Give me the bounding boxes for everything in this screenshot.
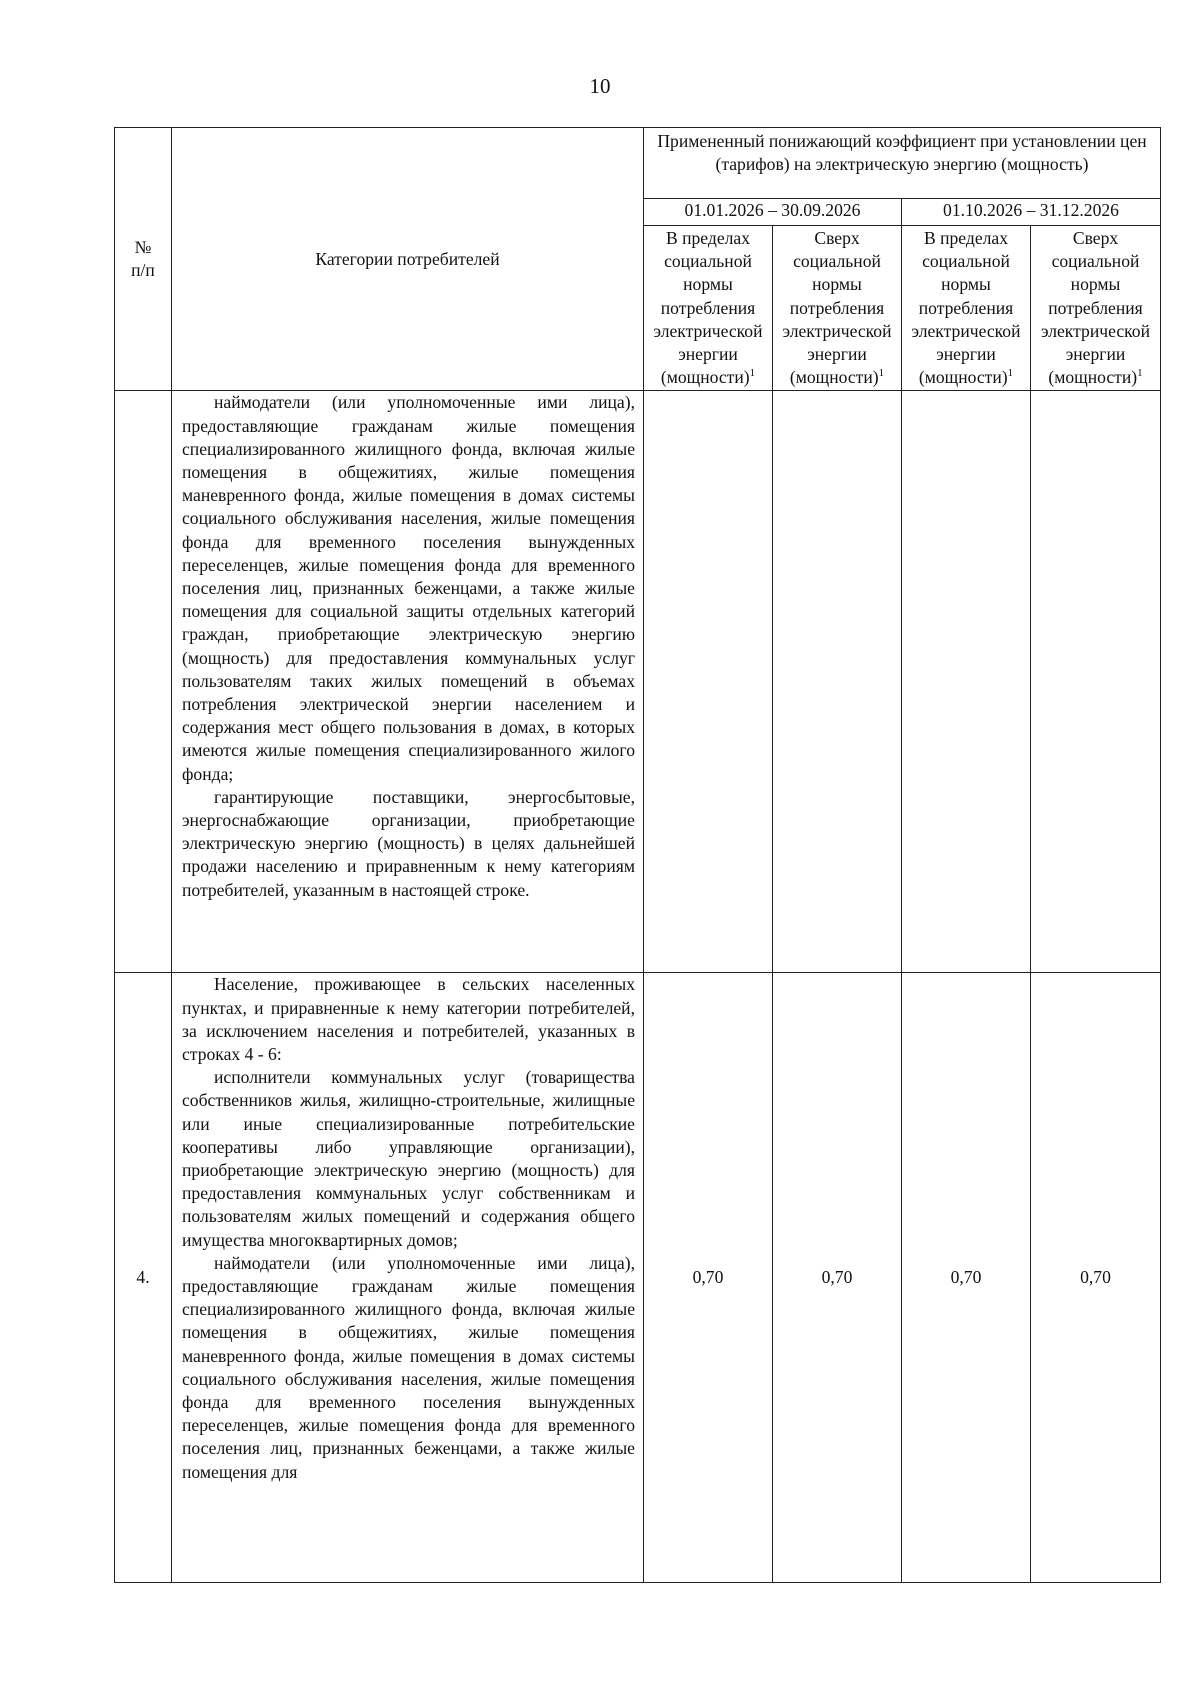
value-cell — [644, 391, 773, 973]
value-cell: 0,70 — [644, 973, 773, 1583]
category-text — [172, 391, 644, 973]
value-cell: 0,70 — [1031, 973, 1161, 1583]
category-paragraph: Население, проживающее в сельских населенных пунктах, и приравненные к нему категории потребителей, за исключением населения и потребителей, указанных в строках 4 - 6: — [182, 974, 635, 1065]
row-number: 4. — [115, 973, 172, 1583]
footnote-mark: 1 — [1007, 367, 1014, 380]
value-cell: 0,70 — [773, 973, 902, 1583]
value-cell — [1031, 391, 1161, 973]
page-number: 10 — [589, 74, 611, 98]
row-number — [115, 391, 172, 973]
footnote-mark: 1 — [878, 367, 885, 380]
header-coefficient: Примененный понижающий коэффициент при установлении цен (тарифов) на электрическую энергию (мощность) — [644, 128, 1161, 199]
tariff-coefficient-table — [114, 127, 1161, 1583]
category-paragraph: исполнители коммунальных услуг (товарищества собственников жилья, жилищно-строительные, жилищные или иные специализированные потребительские кооперативы либо управляющие организации), приобретающие электрическую энергию (мощность) для предоставления коммунальных услуг собственникам и пользователям жилых помещений и содержания общего имущества многоквартирных домов; — [182, 1067, 635, 1250]
value-cell: 0,70 — [902, 973, 1031, 1583]
footnote-mark: 1 — [749, 367, 756, 380]
category-paragraph: наймодатели (или уполномоченные ими лица), предоставляющие гражданам жилые помещения специализированного жилищного фонда, включая жилые помещения в общежитиях, жилые помещения маневренного фонда, жилые помещения в домах системы социального обслуживания населения, жилые помещения фонда для временного поселения вынужденных переселенцев, жилые помещения фонда для временного поселения лиц, признанных беженцами, а также жилые помещения для — [182, 1252, 635, 1482]
table-row — [115, 391, 1161, 973]
header-category: Категории потребителей — [172, 128, 644, 391]
category-paragraph: наймодатели (или уполномоченные ими лица), предоставляющие гражданам жилые помещения специализированного жилищного фонда, включая жилые помещения в общежитиях, жилые помещения маневренного фонда, жилые помещения в домах системы социального обслуживания населения, жилые помещения фонда для временного поселения вынужденных переселенцев, жилые помещения фонда для временного поселения лиц, признанных беженцами, а также жилые помещения для социальной защиты отдельных категорий граждан, приобретающие электрическую энергию (мощность) для предоставления коммунальных услуг пользователям таких жилых помещений в объемах потребления электрической энергии населением и содержания мест общего пользования в домах, в которых имеются жилые помещения специализированного жилого фонда; — [182, 392, 635, 784]
header-period-2: 01.10.2026 – 31.12.2026 — [902, 199, 1161, 226]
table-row — [115, 973, 1161, 1583]
header-above-norm-period-1: Сверх социальной нормы потребления электрической энергии (мощности)$^1$ — [773, 226, 902, 391]
value-cell — [773, 391, 902, 973]
category-paragraph: гарантирующие поставщики, энергосбытовые, энергоснабжающие организации, приобретающие электрическую энергию (мощность) в целях дальнейшей продажи населению и приравненным к нему категориям потребителей, указанным в настоящей строке. — [182, 786, 635, 900]
header-within-norm-period-1: В пределах социальной нормы потребления электрической энергии (мощности)$^1$ — [644, 226, 773, 391]
category-text — [172, 973, 644, 1583]
header-row-number: № п/п — [115, 128, 172, 391]
footnote-mark: 1 — [1137, 367, 1143, 380]
value-cell — [902, 391, 1031, 973]
header-within-norm-period-2: В пределах социальной нормы потребления электрической энергии (мощности)$^1$ — [902, 226, 1031, 391]
header-period-1: 01.01.2026 – 30.09.2026 — [644, 199, 902, 226]
header-above-norm-period-2: Сверх социальной нормы потребления электрической энергии (мощности)$^1$ — [1031, 226, 1161, 391]
